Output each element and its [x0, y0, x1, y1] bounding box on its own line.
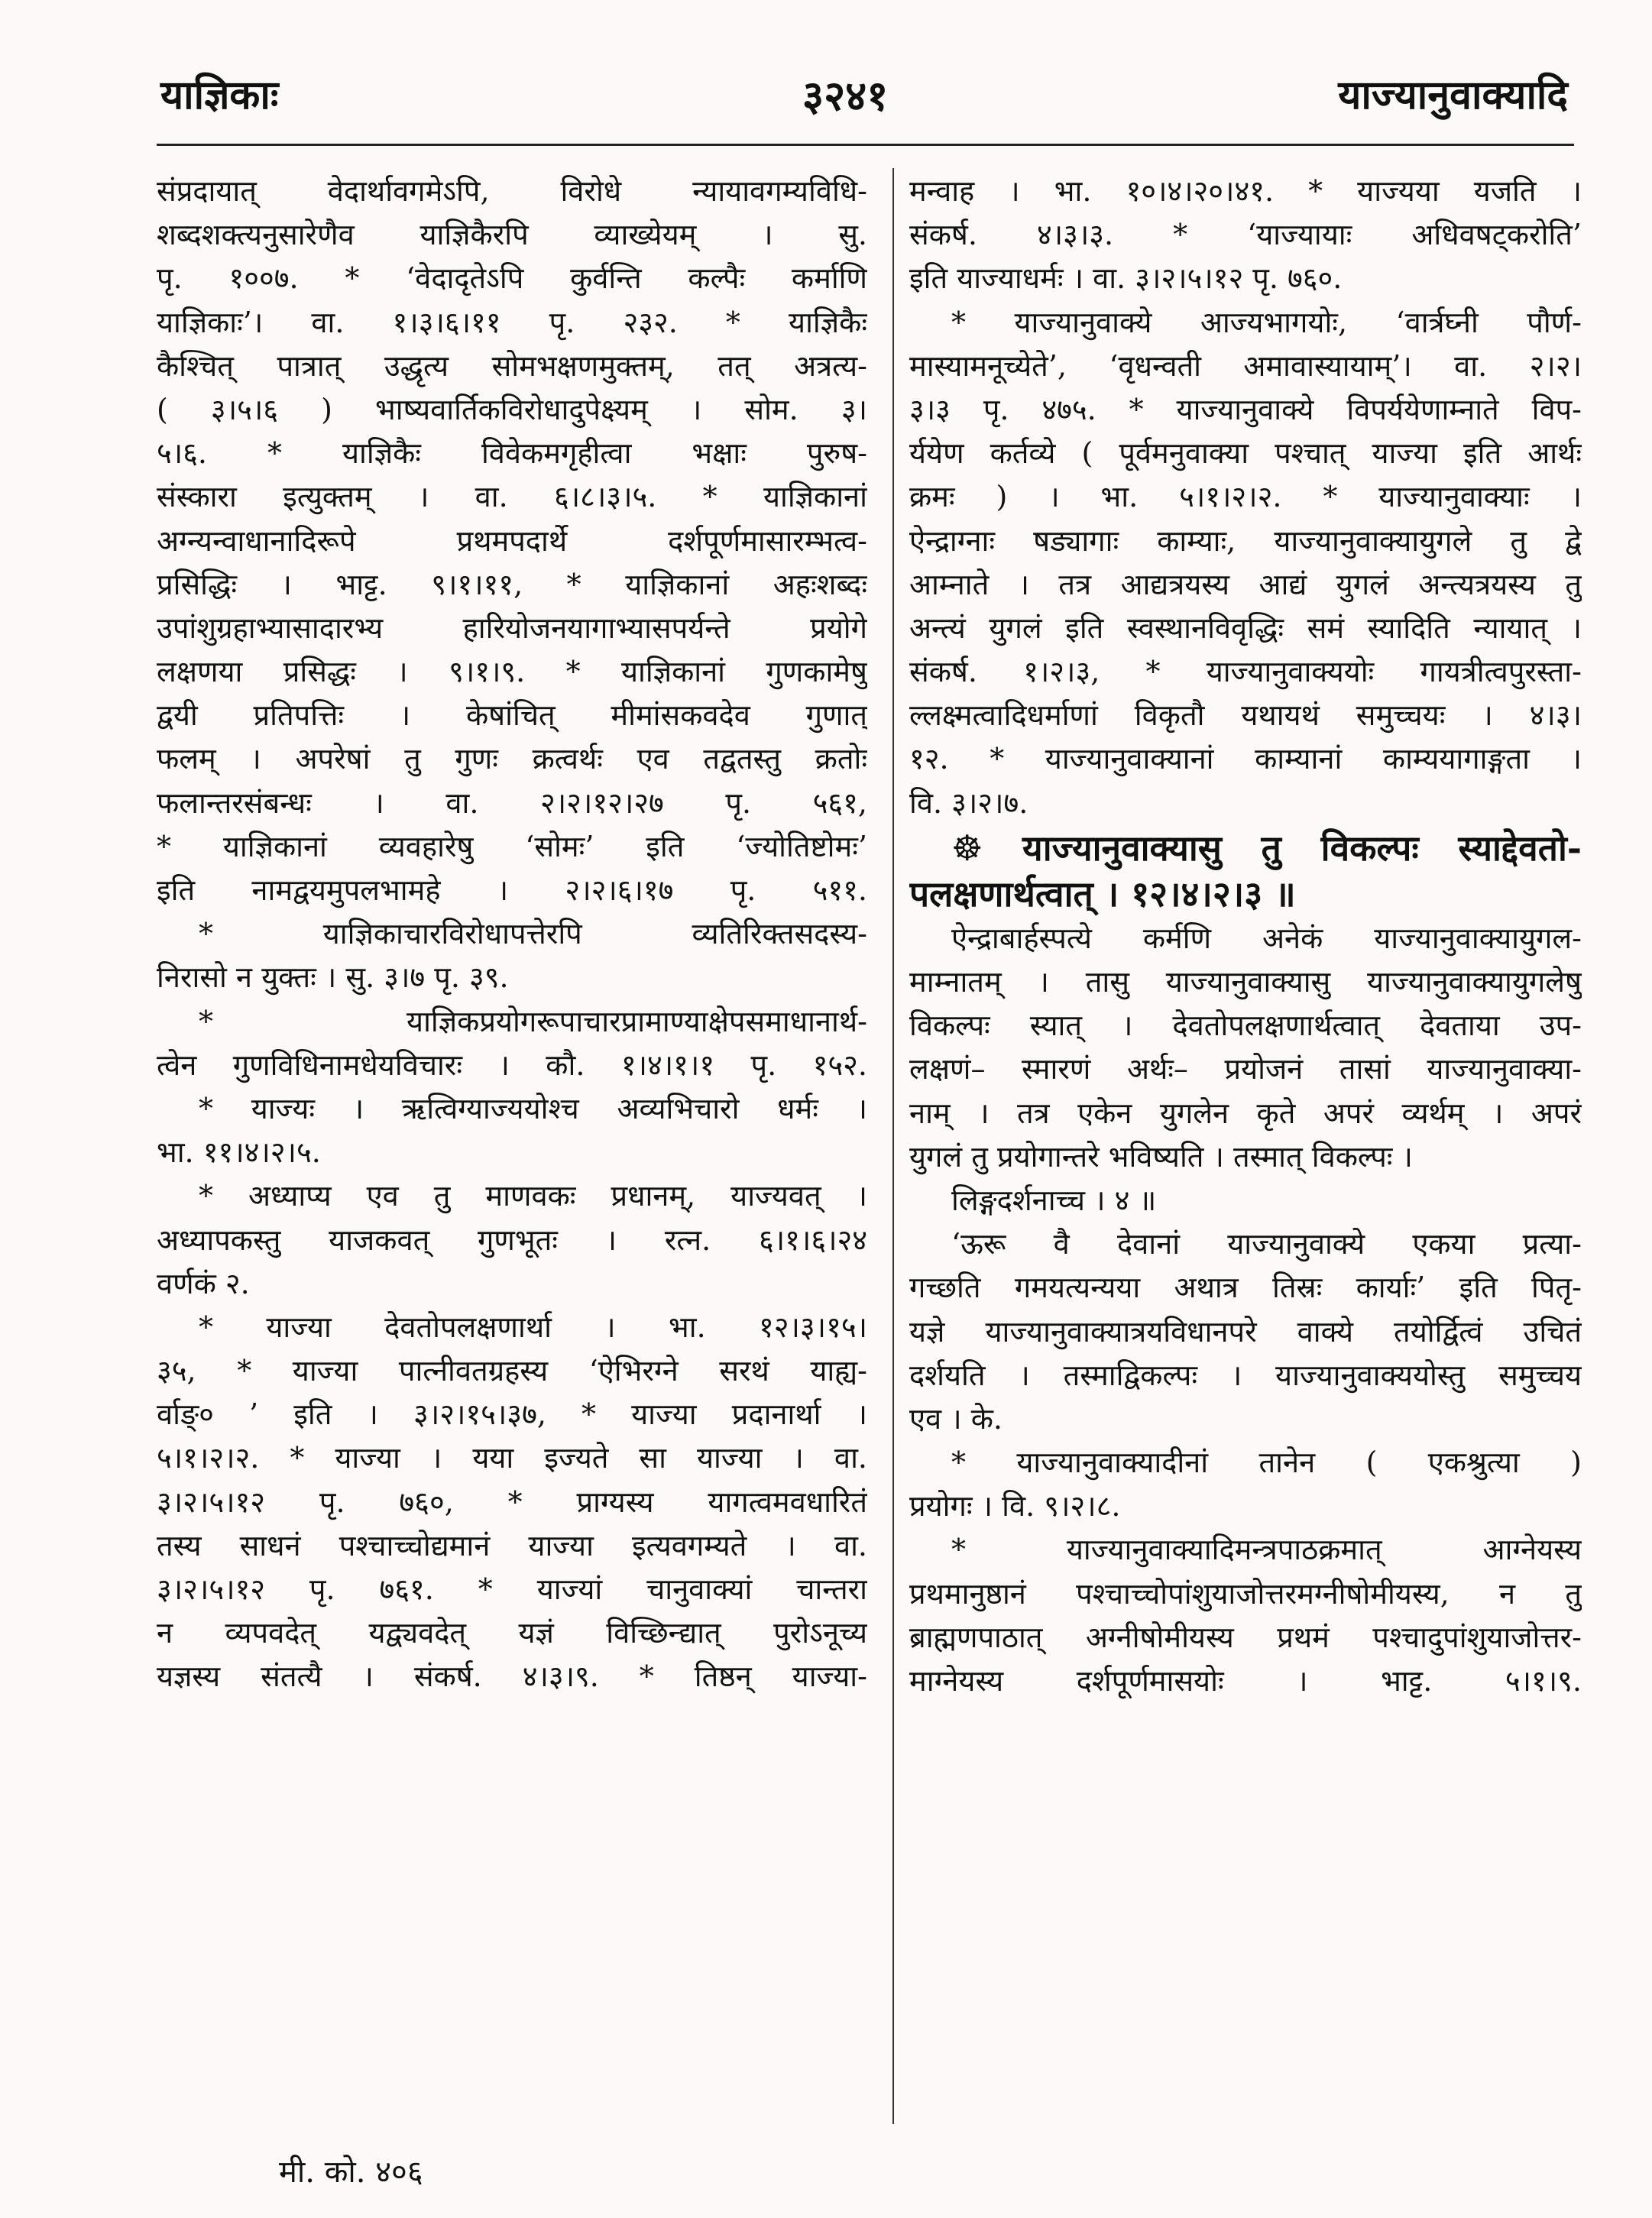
left-column-line: ३।२।५।१२ पृ. ७६१. * याज्यां चानुवाक्यां चान्तरा: [157, 1572, 867, 1606]
left-column-line: तस्य साधनं पश्चाच्चोद्यमानं याज्या इत्यवगम्यते । वा.: [157, 1528, 867, 1562]
left-column-line: पृ. १००७. * ‘वेदादृतेऽपि कुर्वन्ति कल्पैः कर्माणि: [157, 261, 867, 296]
left-column-line: * याज्यः । ऋत्विग्याज्ययोश्च अव्यभिचारो धर्मः ।: [199, 1091, 867, 1125]
right-column-line: अन्त्यं युगलं इति स्वस्थानविवृद्धिः समं स्यादिति न्यायात् ।: [909, 610, 1582, 645]
right-column-line: माम्नातम् । तासु याज्यानुवाक्यासु याज्यानुवाक्यायुगलेषु: [909, 965, 1582, 999]
right-column-line: * याज्यानुवाक्यादीनां तानेन ( एकश्रुत्या ): [951, 1446, 1582, 1480]
column-divider: [892, 168, 894, 2124]
left-column-line: ( ३।५।६ ) भाष्यवार्तिकविरोधादुपेक्ष्यम् । सोम. ३।: [157, 392, 867, 426]
left-column-line: * अध्याप्य एव तु माणवकः प्रधानम्, याज्यवत् ।: [199, 1179, 867, 1213]
left-column: [157, 170, 867, 2126]
right-column-line: ऐन्द्राग्नाः षड्यागाः काम्याः, याज्यानुवाक्यायुगले तु द्वे: [909, 523, 1582, 558]
running-head-left: याज्ञिकाः: [160, 72, 279, 118]
right-column-line: क्रमः ) । भा. ५।१।२।२. * याज्यानुवाक्याः ।: [909, 480, 1582, 514]
right-column: [909, 170, 1582, 2126]
right-column-line: संकर्ष. ४।३।३. * ‘याज्यायाः अधिवषट्करोति’: [909, 218, 1582, 252]
right-column-line: र्ययेण कर्तव्ये ( पूर्वमनुवाक्या पश्चात् याज्या इति आर्थः: [909, 436, 1582, 471]
right-column-line: लक्षणं– स्मारणं अर्थः– प्रयोजनं तासां याज्यानुवाक्या-: [909, 1052, 1582, 1086]
left-column-line: त्वेन गुणविधिनामधेयविचारः । कौ. १।४।१।१ पृ. १५२.: [157, 1047, 867, 1082]
left-column-line: फलम् । अपरेषां तु गुणः क्रत्वर्थः एव तद्वतस्तु क्रतोः: [157, 742, 867, 776]
right-column-line: वि. ३।२।७.: [909, 785, 1028, 820]
page-footer: मी. को. ४०६: [279, 2155, 423, 2190]
right-column-line: ३।३ पृ. ४७५. * याज्यानुवाक्ये विपर्ययेणाम्नाते विप-: [909, 392, 1582, 426]
left-column-line: संप्रदायात् वेदार्थावगमेऽपि, विरोधे न्यायावगम्यविधि-: [157, 174, 867, 208]
left-column-line: अग्न्यन्वाधानादिरूपे प्रथमपदार्थे दर्शपूर्णमासारम्भत्व-: [157, 523, 867, 558]
right-column-line: १२. * याज्यानुवाक्यानां काम्यानां काम्ययागाङ्गता ।: [909, 742, 1582, 776]
right-column-line: इति याज्याधर्मः । वा. ३।२।५।१२ पृ. ७६०.: [909, 261, 1343, 296]
left-column-line: द्वयी प्रतिपत्तिः । केषांचित् मीमांसकवदेव गुणात्: [157, 698, 867, 733]
right-column-line: दर्शयति । तस्माद्विकल्पः । याज्यानुवाक्ययोस्तु समुच्चय: [909, 1358, 1582, 1392]
left-column-line: कैश्चित् पात्रात् उद्धृत्य सोमभक्षणमुक्तम्, तत् अत्रत्य-: [157, 348, 867, 383]
right-column-line: प्रयोगः । वि. ९।२।८.: [909, 1489, 1121, 1523]
right-column-line: * याज्यानुवाक्ये आज्यभागयोः, ‘वार्त्रघ्नी पौर्ण-: [951, 305, 1582, 339]
left-column-line: लक्षणया प्रसिद्धः । ९।१।९. * याज्ञिकानां गुणकामेषु: [157, 655, 867, 689]
left-column-line: शब्दशक्त्यनुसारेणैव याज्ञिकैरपि व्याख्येयम् । सु.: [157, 218, 867, 252]
right-column-line: ब्राह्मणपाठात् अग्नीषोमीयस्य प्रथमं पश्चादुपांशुयाजोत्तर-: [909, 1620, 1582, 1654]
right-column-line: पलक्षणार्थत्वात् । १२।४।२।३ ॥: [909, 873, 1296, 915]
right-column-line: संकर्ष. १।२।३, * याज्यानुवाक्ययोः गायत्रीत्वपुरस्ता-: [909, 655, 1582, 689]
left-column-line: * याज्ञिकप्रयोगरूपाचारप्रामाण्याक्षेपसमाधानार्थ-: [199, 1004, 867, 1038]
page-number: ३२४१: [802, 71, 889, 120]
right-column-line: यज्ञे याज्यानुवाक्यात्रयविधानपरे वाक्ये तयोर्द्वित्वं उचितं: [909, 1314, 1582, 1349]
header-rule: [157, 144, 1574, 146]
right-column-line: आम्नाते । तत्र आद्यत्रयस्य आद्यं युगलं अन्त्यत्रयस्य तु: [909, 567, 1582, 601]
left-column-line: फलान्तरसंबन्धः । वा. २।२।१२।२७ पृ. ५६१,: [157, 785, 867, 820]
right-column-line: ‘ऊरू वै देवानां याज्यानुवाक्ये एकया प्रत्या-: [951, 1227, 1582, 1261]
right-column-line: माग्नेयस्य दर्शपूर्णमासयोः । भाट्ट. ५।१।९.: [909, 1664, 1582, 1698]
left-column-line: इति नामद्वयमुपलभामहे । २।२।६।१७ पृ. ५११.: [157, 873, 867, 907]
left-column-line: अध्यापकस्तु याजकवत् गुणभूतः । रत्न. ६।१।६।२४: [157, 1222, 867, 1257]
left-column-line: ३५, * याज्या पात्नीवतग्रहस्य ‘ऐभिरग्ने सरथं याह्य-: [157, 1354, 867, 1388]
left-column-line: वर्णकं २.: [157, 1266, 250, 1300]
left-column-line: र्वाङ्० ’ इति । ३।२।१५।३७, * याज्या प्रदानार्था ।: [157, 1397, 867, 1432]
left-column-line: संस्कारा इत्युक्तम् । वा. ६।८।३।५. * याज्ञिकानां: [157, 480, 867, 514]
left-column-line: याज्ञिकाः’। वा. १।३।६।११ पृ. २३२. * याज्ञिकैः: [157, 305, 867, 339]
left-column-line: ५।६. * याज्ञिकैः विवेकमगृहीत्वा भक्षाः पुरुष-: [157, 436, 867, 471]
left-column-line: ५।१।२।२. * याज्या । यया इज्यते सा याज्या । वा.: [157, 1441, 867, 1475]
running-head-right: याज्यानुवाक्यादि: [1338, 72, 1568, 118]
left-column-line: न व्यपवदेत् यद्व्यवदेत् यज्ञं विच्छिन्द्यात् पुरोऽनूच्य: [157, 1616, 867, 1650]
left-column-line: प्रसिद्धिः । भाट्ट. ९।१।११, * याज्ञिकानां अहःशब्दः: [157, 567, 867, 601]
right-column-line: मास्यामनूच्येते’, ‘वृधन्वती अमावास्यायाम्’। वा. २।२।: [909, 348, 1582, 383]
left-column-line: * याज्ञिकानां व्यवहारेषु ‘सोमः’ इति ‘ज्योतिष्टोमः’: [157, 829, 867, 863]
left-column-line: * याज्ञिकाचारविरोधापत्तेरपि व्यतिरिक्तसदस्य-: [199, 917, 867, 951]
left-column-line: यज्ञस्य संतत्यै । संकर्ष. ४।३।९. * तिष्ठन् याज्या-: [157, 1659, 867, 1694]
right-column-line: नाम् । तत्र एकेन युगलेन कृते अपरं व्यर्थम् । अपरं: [909, 1096, 1582, 1130]
right-column-line: लिङ्गदर्शनाच्च । ४ ॥: [951, 1183, 1157, 1217]
right-column-line: गच्छति गमयत्यन्यया अथात्र तिस्रः कार्याः’ इति पितृ-: [909, 1271, 1582, 1305]
right-column-line: ☸ याज्यानुवाक्यासु तु विकल्पः स्याद्देवतो-: [951, 827, 1582, 869]
right-column-line: युगलं तु प्रयोगान्तरे भविष्यति । तस्मात् विकल्पः ।: [909, 1139, 1413, 1174]
right-column-line: प्रथमानुष्ठानं पश्चाच्चोपांशुयाजोत्तरमग्नीषोमीयस्य, न तु: [909, 1576, 1582, 1611]
right-column-line: ल्लक्ष्मत्वादिधर्माणां विकृतौ यथायथं समुच्चयः । ४।३।: [909, 698, 1582, 733]
right-column-line: विकल्पः स्यात् । देवतोपलक्षणार्थत्वात् देवताया उप-: [909, 1009, 1582, 1043]
left-column-line: निरासो न युक्तः । सु. ३।७ पृ. ३९.: [157, 960, 509, 995]
right-column-line: मन्वाह । भा. १०।४।२०।४१. * याज्यया यजति ।: [909, 174, 1582, 208]
right-column-line: ऐन्द्राबार्हस्पत्ये कर्मणि अनेकं याज्यानुवाक्यायुगल-: [951, 921, 1582, 955]
left-column-line: * याज्या देवतोपलक्षणार्था । भा. १२।३।१५।: [199, 1310, 867, 1344]
left-column-line: ३।२।५।१२ पृ. ७६०, * प्राग्यस्य यागत्वमवधारितं: [157, 1485, 867, 1519]
left-column-line: उपांशुग्रहाभ्यासादारभ्य हारियोजनयागाभ्यासपर्यन्ते प्रयोगे: [157, 610, 867, 645]
left-column-line: भा. ११।४।२।५.: [157, 1135, 321, 1170]
right-column-line: एव । के.: [909, 1401, 1003, 1436]
right-column-line: * याज्यानुवाक्यादिमन्त्रपाठक्रमात् आग्नेयस्य: [951, 1533, 1582, 1567]
